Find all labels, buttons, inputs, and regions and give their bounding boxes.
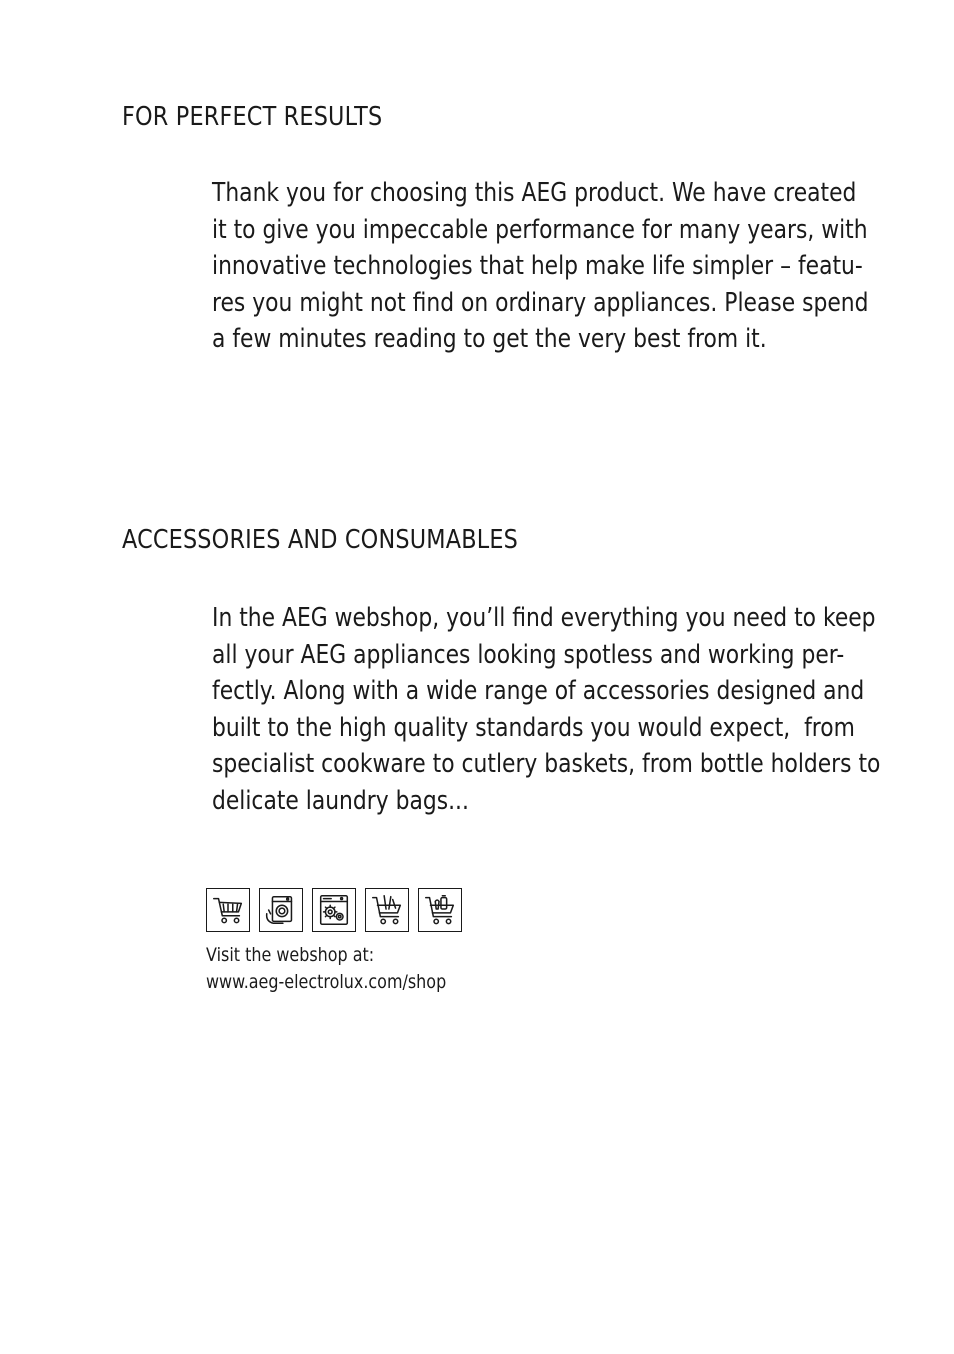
- appliance-gears-icon: [312, 888, 356, 932]
- cart-with-tools-icon: [365, 888, 409, 932]
- cart-with-bottle-icon: [418, 888, 462, 932]
- section-heading-perfect-results: FOR PERFECT RESULTS: [122, 102, 383, 132]
- intro-paragraph: [212, 175, 884, 358]
- section-heading-accessories: ACCESSORIES AND CONSUMABLES: [122, 525, 519, 555]
- paragraph-line: In the AEG webshop, you’ll find everything you need to keep: [212, 603, 876, 633]
- paragraph-line: delicate laundry bags...: [212, 785, 469, 816]
- paragraph-line: innovative technologies that help make life simpler – featu-: [212, 251, 863, 281]
- paragraph-line: built to the high quality standards you would expect, from: [212, 712, 855, 743]
- webshop-info: [206, 942, 446, 996]
- webshop-icon-row: [206, 888, 462, 932]
- accessories-paragraph: [212, 600, 884, 819]
- washing-machine-icon: [259, 888, 303, 932]
- paragraph-line: fectly. Along with a wide range of accessories designed and: [212, 676, 865, 706]
- paragraph-line: a few minutes reading to get the very best from it.: [212, 324, 767, 354]
- paragraph-line: all your AEG appliances looking spotless and working per-: [212, 639, 845, 670]
- paragraph-line: res you might not find on ordinary appliances. Please spend: [212, 287, 869, 318]
- paragraph-line: specialist cookware to cutlery baskets, from bottle holders to: [212, 749, 881, 779]
- shopping-cart-icon: [206, 888, 250, 932]
- paragraph-line: it to give you impeccable performance for many years, with: [212, 214, 868, 245]
- visit-label: Visit the webshop at:: [206, 944, 375, 966]
- paragraph-line: Thank you for choosing this AEG product. We have created: [212, 178, 857, 208]
- webshop-url[interactable]: www.aeg-electrolux.com/shop: [206, 971, 447, 993]
